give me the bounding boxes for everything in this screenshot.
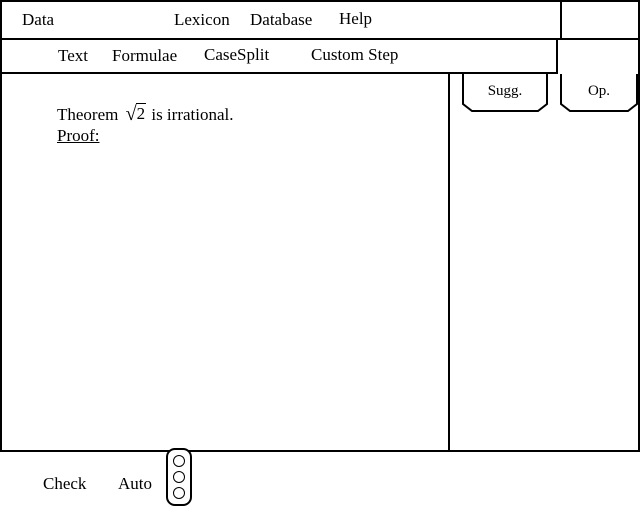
radicand: 2	[136, 104, 146, 123]
menu-item-lexicon-label: Lexicon	[174, 10, 230, 29]
check-button[interactable]	[43, 474, 86, 494]
menu-item-database-label: Database	[250, 10, 313, 29]
theorem-statement	[57, 104, 234, 125]
menu-item-lexicon[interactable]	[174, 10, 230, 30]
status-light-middle	[173, 471, 185, 483]
menu-item-help-label: Help	[339, 9, 373, 28]
proof-label: Proof:	[57, 126, 100, 145]
tool-bar	[2, 40, 558, 74]
menu-item-data-label: Data	[22, 10, 55, 29]
menu-bar	[2, 2, 638, 40]
tab-operations[interactable]	[560, 74, 638, 112]
radical-icon: √	[125, 103, 137, 125]
toolbar-button-text[interactable]	[58, 46, 88, 66]
status-light-stack	[166, 448, 192, 506]
proof-work-area[interactable]	[2, 74, 450, 493]
toolbar-button-custom-step-label: Custom Step	[311, 45, 399, 64]
tab-suggestions-label: Sugg.	[487, 83, 523, 99]
toolbar-button-formulae[interactable]	[112, 46, 177, 66]
menu-item-help[interactable]	[339, 9, 372, 29]
auto-button-label: Auto	[118, 474, 152, 493]
tab-operations-label: Op.	[587, 83, 611, 99]
right-panel	[450, 74, 638, 450]
status-light-bottom	[173, 487, 185, 499]
theorem-suffix: is irrational.	[151, 105, 234, 124]
menu-item-data[interactable]	[22, 10, 54, 30]
square-root-expression	[124, 104, 146, 125]
auto-button[interactable]	[118, 474, 152, 494]
menu-item-database[interactable]	[250, 10, 312, 30]
check-button-label: Check	[43, 474, 87, 493]
toolbar-button-casesplit[interactable]	[204, 45, 269, 65]
toolbar-button-text-label: Text	[58, 46, 88, 65]
toolbar-button-custom-step[interactable]	[311, 45, 398, 65]
toolbar-button-casesplit-label: CaseSplit	[204, 45, 270, 64]
status-light-top	[173, 455, 185, 467]
theorem-prefix: Theorem	[57, 105, 119, 124]
toolbar-button-formulae-label: Formulae	[112, 46, 178, 65]
tab-suggestions[interactable]	[462, 74, 548, 112]
